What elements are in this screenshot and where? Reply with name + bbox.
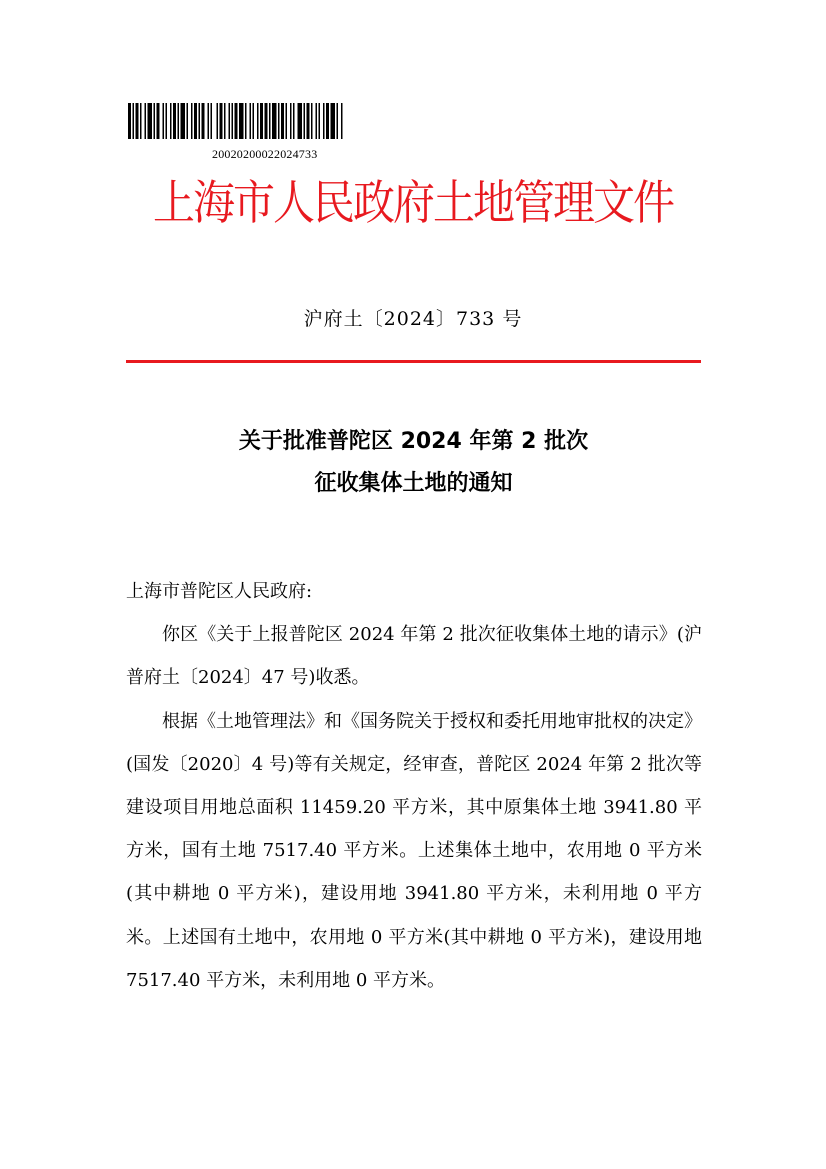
- document-number: 沪府土〔2024〕733 号: [303, 308, 523, 330]
- body-paragraph-1: 你区《关于上报普陀区 2024 年第 2 批次征收集体土地的请示》(沪普府土〔2024〕47 号)收悉。: [126, 624, 702, 689]
- document-title: [126, 421, 701, 505]
- salutation: 上海市普陀区人民政府:: [126, 581, 313, 602]
- body-paragraph-2: 根据《土地管理法》和《国务院关于授权和委托用地审批权的决定》(国发〔2020〕4 号)等有关规定，经审查，普陀区 2024 年第 2 批次等建设项目用地总面积 11459.20 平方米，其中原集体土地 3941.80 平方米，国有土地 7517.40 平方米。上述集体土地中，农用地 0 平方米(其中耕地 0 平方米)，建设用地 3941.80 平方米，未利用地 0 平方米。上述国有土地中，农用地 0 平方米(其中耕地 0 平方米)，建设用地 7517.40 平方米，未利用地 0 平方米。: [126, 710, 702, 991]
- red-divider-line: [126, 360, 701, 363]
- barcode: [128, 103, 434, 139]
- barcode-number: 20020200022024733: [212, 147, 318, 161]
- document-body: [126, 570, 702, 1002]
- document-title-line-2: 征收集体土地的通知: [314, 471, 513, 496]
- document-header-title: 上海市人民政府土地管理文件: [152, 175, 673, 231]
- document-title-line-1: 关于批准普陀区 2024 年第 2 批次: [238, 429, 589, 454]
